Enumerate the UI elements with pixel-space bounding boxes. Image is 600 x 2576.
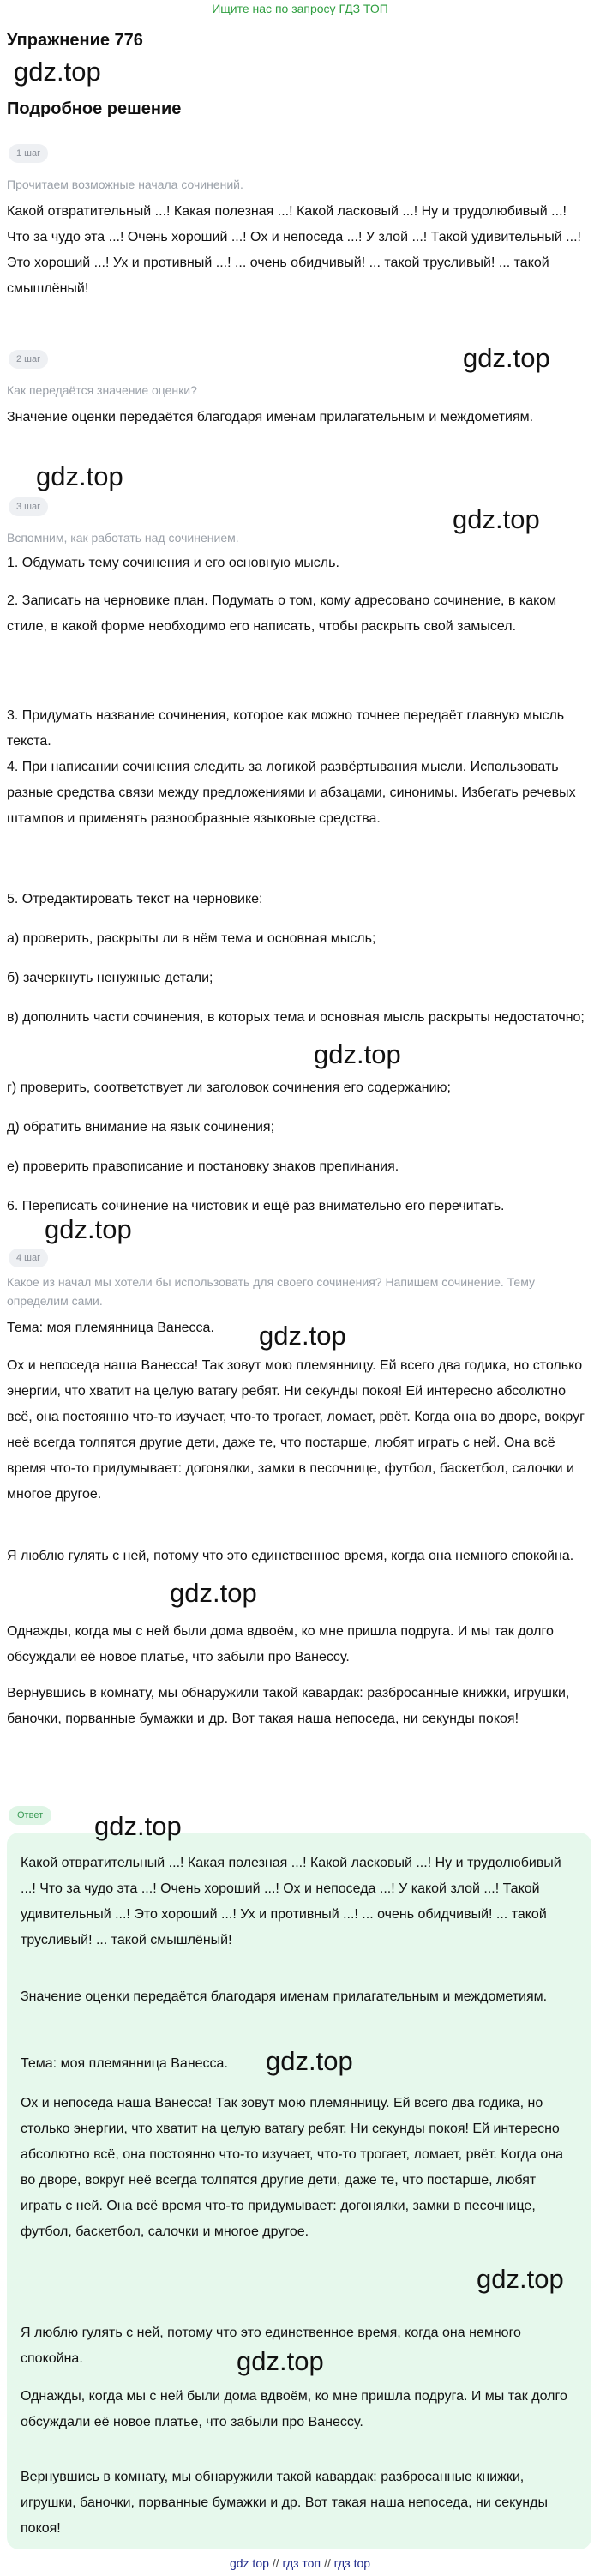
answer-text: Вернувшись в комнату, мы обнаружили такой кавардак: разбросанные книжки, игрушки, баночки, порванные бумажки и др. Вот такая наша непоседа, ни секунды покоя!	[21, 2470, 548, 2536]
step-4-badge: 4 шаг	[9, 1249, 48, 1267]
step-3-item: б) зачеркнуть ненужные детали;	[7, 971, 213, 985]
step-1-hint: Прочитаем возможные начала сочинений.	[7, 178, 243, 191]
step-3-item: 1. Обдумать тему сочинения и его основную мысль.	[7, 556, 339, 570]
watermark: gdz.top	[266, 2046, 353, 2076]
watermark: gdz.top	[36, 461, 123, 491]
step-3-item: г) проверить, соответствует ли заголовок сочинения его содержанию;	[7, 1080, 451, 1095]
answer-text: Тема: моя племянница Ванесса.	[21, 2056, 228, 2071]
answer-text: Однажды, когда мы с ней были дома вдвоём, ко мне пришла подруга. И мы так долго обсуждали её новое платье, что забыли про Ванессу.	[21, 2389, 567, 2429]
answer-text: Какой отвратительный ...! Какая полезная ...! Какой ласковый ...! Ну и трудолюбивый ...! Что за чудо эта ...! Очень хороший ...! Ох и непоседа ...! У какой злой ...! Такой удивительный ...! Это хороший ...! Ух и противный ...! ... очень обидчивый! ... такой трусливый! ... такой смышлёный!	[21, 1856, 561, 1947]
step-3-item: а) проверить, раскрыты ли в нём тема и основная мысль;	[7, 931, 376, 946]
step-4-text: Тема: моя племянница Ванесса.	[7, 1321, 214, 1335]
step-3-item: е) проверить правописание и постановку знаков препинания.	[7, 1159, 399, 1174]
footer-link[interactable]: гдз top	[333, 2556, 371, 2570]
step-1-badge: 1 шаг	[9, 144, 48, 163]
watermark: gdz.top	[94, 1811, 182, 1841]
page-title: Упражнение 776	[7, 31, 143, 50]
step-2-text: Значение оценки передаётся благодаря именам прилагательным и междометиям.	[7, 410, 534, 424]
step-3-item: 6. Переписать сочинение на чистовик и ещё раз внимательно его перечитать.	[7, 1199, 505, 1213]
watermark: gdz.top	[170, 1578, 257, 1608]
watermark: gdz.top	[453, 504, 540, 534]
top-banner[interactable]: Ищите нас по запросу ГДЗ ТОП	[212, 2, 388, 15]
step-3-item: в) дополнить части сочинения, в которых тема и основная мысль раскрыты недостаточно;	[7, 1010, 585, 1025]
step-4-text: Вернувшись в комнату, мы обнаружили такой кавардак: разбросанные книжки, игрушки, баночки, порванные бумажки и др. Вот такая наша непоседа, ни секунды покоя!	[7, 1686, 570, 1726]
step-3-item: д) обратить внимание на язык сочинения;	[7, 1120, 275, 1135]
step-4-text: Однажды, когда мы с ней были дома вдвоём, ко мне пришла подруга. И мы так долго обсуждали её новое платье, что забыли про Ванессу.	[7, 1624, 554, 1664]
footer-link[interactable]: gdz top	[229, 2556, 269, 2570]
watermark: gdz.top	[463, 343, 550, 373]
solution-subtitle: Подробное решение	[7, 99, 182, 118]
watermark: gdz.top	[237, 2346, 324, 2376]
step-3-item: 5. Отредактировать текст на черновике:	[7, 892, 263, 906]
footer-link[interactable]: гдз топ	[282, 2556, 321, 2570]
step-4-text: Я люблю гулять с ней, потому что это единственное время, когда она немного спокойна.	[7, 1549, 574, 1563]
step-4-text: Ох и непоседа наша Ванесса! Так зовут мою племянницу. Ей всего два годика, но столько энергии, что хватит на целую ватагу ребят. Ни секунды покоя! Ей интересно абсолютно всё, она постоянно что-то изучает, что-то трогает, ломает, рвёт. Когда она во дворе, вокруг неё всегда толпятся другие дети, даже те, что постарше, любят играть с ней. Она всё время что-то придумывает: догонялки, замки в песочнице, футбол, баскетбол, салочки и многое другое.	[7, 1358, 585, 1502]
answer-text: Я люблю гулять с ней, потому что это единственное время, когда она немного спокойна.	[21, 2326, 521, 2366]
watermark: gdz.top	[259, 1321, 346, 1351]
step-3-item: 2. Записать на черновике план. Подумать о том, кому адресовано сочинение, в каком стиле, в какой форме необходимо его написать, чтобы раскрыть свой замысел.	[7, 593, 557, 634]
watermark: gdz.top	[14, 57, 101, 87]
answer-badge: Ответ	[9, 1806, 51, 1825]
step-4-hint: Какое из начал мы хотели бы использовать для своего сочинения? Напишем сочинение. Тему определим сами.	[7, 1275, 535, 1308]
step-3-badge: 3 шаг	[9, 497, 48, 516]
watermark: gdz.top	[314, 1039, 401, 1069]
step-3-item: 3. Придумать название сочинения, которое как можно точнее передаёт главную мысль текста.	[7, 708, 565, 749]
step-3-hint: Вспомним, как работать над сочинением.	[7, 531, 239, 545]
footer-separator: //	[272, 2556, 279, 2570]
step-3-item: 4. При написании сочинения следить за логикой развёртывания мысли. Использовать разные средства связи между предложениями и абзацами, синонимы. Избегать речевых штампов и применять разнообразные языковые средства.	[7, 760, 576, 826]
step-2-badge: 2 шаг	[9, 350, 48, 369]
footer	[0, 2550, 600, 2576]
step-2-hint: Как передаётся значение оценки?	[7, 383, 197, 397]
watermark: gdz.top	[477, 2264, 564, 2294]
footer-separator: //	[323, 2556, 331, 2570]
watermark: gdz.top	[45, 1214, 132, 1244]
step-1-text: Какой отвратительный ...! Какая полезная ...! Какой ласковый ...! Ну и трудолюбивый ...! Что за чудо эта ...! Очень хороший ...! Ох и непоседа ...! У злой ...! Такой удивительный ...! Это хороший ...! Ух и противный ...! ... очень обидчивый! ... такой трусливый! ... такой смышлёный!	[7, 204, 581, 296]
answer-text: Ох и непоседа наша Ванесса! Так зовут мою племянницу. Ей всего два годика, но столько энергии, что хватит на целую ватагу ребят. Ни секунды покоя! Ей интересно абсолютно всё, она постоянно что-то изучает, что-то трогает, ломает, рвёт. Когда она во дворе, вокруг неё всегда толпятся другие дети, даже те, что постарше, любят играть с ней. Она всё время что-то придумывает: догонялки, замки в песочнице, футбол, баскетбол, салочки и многое другое.	[21, 2096, 563, 2239]
answer-text: Значение оценки передаётся благодаря именам прилагательным и междометиям.	[21, 1989, 548, 2004]
